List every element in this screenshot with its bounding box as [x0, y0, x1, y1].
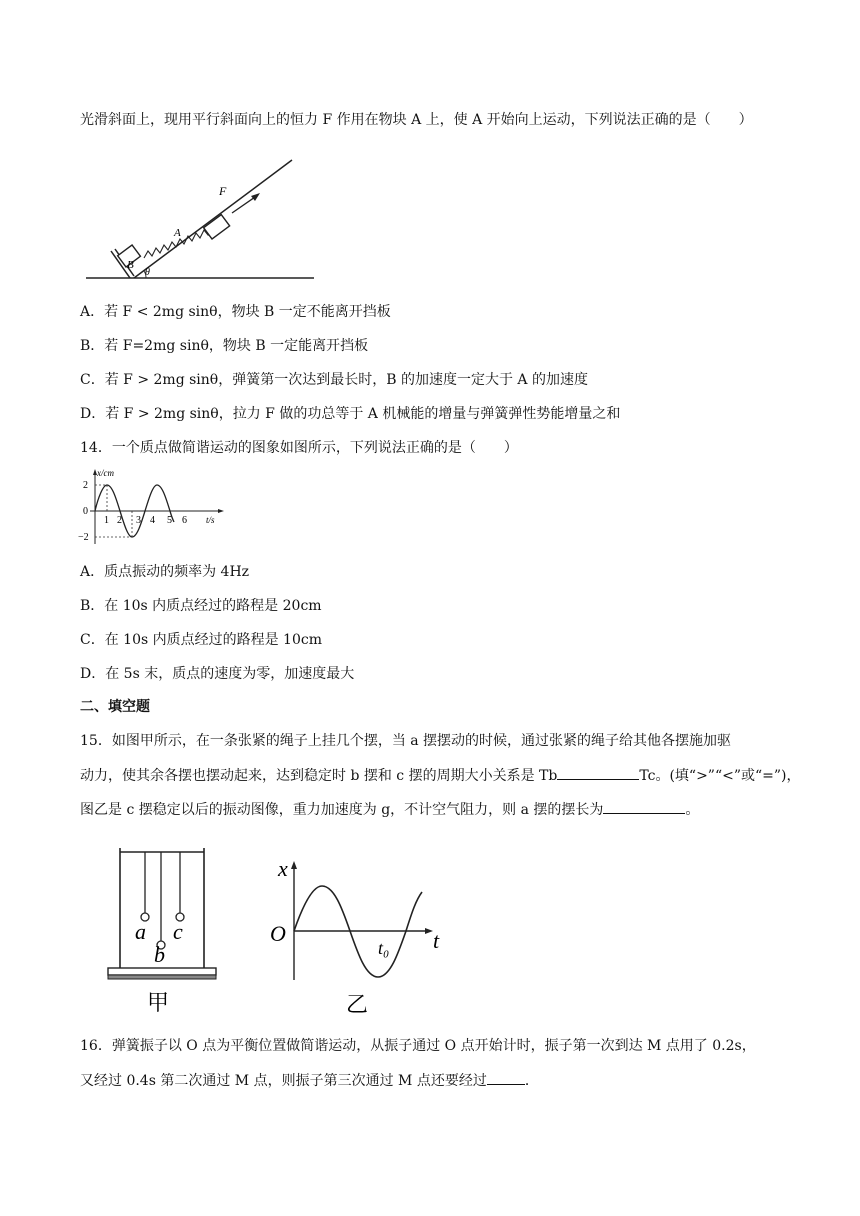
q14-x-tick-3: 3: [136, 515, 141, 526]
q14-x-tick-1: 1: [104, 515, 109, 526]
q14-x-tick-2: 2: [117, 515, 122, 526]
q14-y-axis-label: x/cm: [97, 468, 114, 478]
q14-y-tick-neg2: −2: [78, 532, 89, 543]
q15-label-t0: t₀: [378, 938, 390, 958]
q15-line2-before-blank: 动力，使其余各摆也摆动起来，达到稳定时 b 摆和 c 摆的周期大小关系是 Tb: [80, 768, 558, 784]
q16-line2-after-blank: ．: [524, 1073, 539, 1089]
q16-line1: 16．弹簧振子以 O 点为平衡位置做简谐运动，从振子通过 O 点开始计时，振子第一次到达 M 点用了 0.2s，: [80, 1038, 756, 1054]
q16-blank-time[interactable]: [487, 1070, 525, 1085]
q14-y-tick-2: 2: [83, 480, 88, 491]
section-title: 二、填空题: [80, 699, 150, 715]
q16-line2: [80, 1070, 539, 1091]
q15-label-x: x: [278, 856, 288, 881]
q15-label-b: b: [154, 942, 165, 967]
q15-blank-length[interactable]: [603, 799, 685, 814]
q15-caption-yi: 乙: [346, 992, 369, 1017]
q13-option-c: C．若 F > 2mg sinθ，弹簧第一次达到最长时，B 的加速度一定大于 A 的加速度: [80, 372, 588, 388]
q14-option-c: C．在 10s 内质点经过的路程是 10cm: [80, 632, 322, 648]
q15-line3-after-blank: 。: [685, 802, 700, 818]
q15-figure-yi: [262, 850, 462, 1025]
q14-option-d: D．在 5s 末，质点的速度为零，加速度最大: [80, 666, 355, 682]
q15-line2: [80, 765, 801, 786]
q14-x-axis-label: t/s: [206, 515, 215, 525]
q15-line1: 15．如图甲所示，在一条张紧的绳子上挂几个摆，当 a 摆摆动的时候，通过张紧的绳子给其他各摆施加驱: [80, 733, 732, 749]
q13-label-A: A: [174, 227, 181, 239]
q16-line2-before-blank: 又经过 0.4s 第二次通过 M 点，则振子第三次通过 M 点还要经过: [80, 1073, 487, 1089]
q15-label-t: t: [433, 928, 440, 953]
q13-option-a: A．若 F < 2mg sinθ，物块 B 一定不能离开挡板: [80, 304, 391, 320]
q14-x-tick-6: 6: [182, 515, 187, 526]
q15-blank-compare[interactable]: [557, 765, 639, 780]
q13-label-B: B: [127, 259, 134, 271]
q14-x-tick-4: 4: [150, 515, 155, 526]
q14-option-a: A．质点振动的频率为 4Hz: [80, 564, 250, 580]
q13-option-d: D．若 F > 2mg sinθ，拉力 F 做的功总等于 A 机械能的增量与弹簧弹性势能增量之和: [80, 406, 621, 422]
q13-label-theta: θ: [145, 267, 150, 278]
q15-label-c: c: [173, 919, 183, 944]
q15-label-O: O: [270, 921, 286, 946]
q15-line2-after-blank: Tc。(填“>”“<”或“=”)，: [639, 768, 801, 784]
q13-label-F: F: [219, 184, 227, 198]
q15-label-a: a: [135, 919, 146, 944]
q15-line3-before-blank: 图乙是 c 摆稳定以后的振动图像，重力加速度为 g，不计空气阻力，则 a 摆的摆长为: [80, 802, 604, 818]
q15-line3: [80, 799, 699, 820]
q13-stem: 光滑斜面上，现用平行斜面向上的恒力 F 作用在物块 A 上，使 A 开始向上运动，下列说法正确的是（ ）: [80, 112, 753, 128]
q14-option-b: B．在 10s 内质点经过的路程是 20cm: [80, 598, 322, 614]
q14-stem: 14．一个质点做简谐运动的图象如图所示，下列说法正确的是（ ）: [80, 440, 518, 456]
q14-sine-graph: [78, 466, 228, 546]
q14-y-tick-0: 0: [83, 506, 88, 517]
q15-caption-jia: 甲: [147, 990, 170, 1015]
q13-option-b: B．若 F=2mg sinθ，物块 B 一定能离开挡板: [80, 338, 369, 354]
q15-figure-jia: [100, 840, 225, 1020]
q13-incline-figure: [86, 155, 316, 285]
q14-x-tick-5: 5: [167, 515, 172, 526]
